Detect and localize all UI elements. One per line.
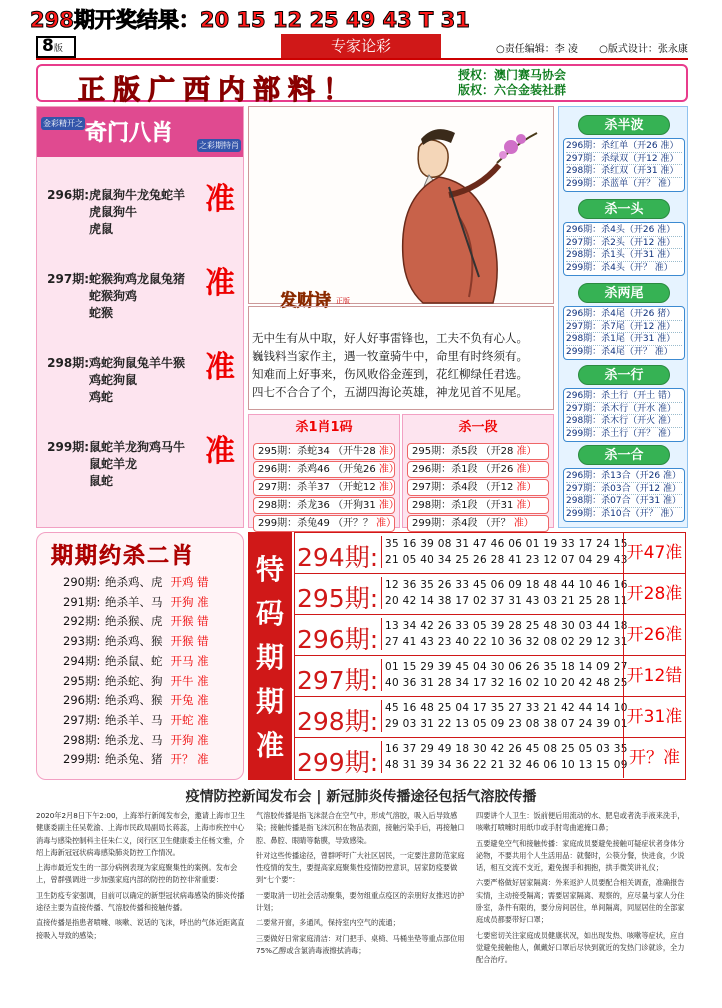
- accurate-mark: 准: [205, 350, 235, 385]
- prediction-row: 298期：杀1头（开31 准）: [566, 249, 682, 262]
- kill-one-sum-section: [563, 445, 685, 522]
- kill-one-head-section: [563, 199, 685, 276]
- prediction-row: 295期：杀蛇34 （开牛28 准）: [253, 443, 395, 460]
- designer-name: ○版式设计：张永康: [599, 44, 688, 55]
- accurate-mark: 准: [205, 266, 235, 301]
- prediction-row: 299期: 绝杀兔、猪 开？ 准: [63, 752, 209, 767]
- accurate-mark: 准: [205, 182, 235, 217]
- prediction-row: 296期：杀土行（开土 错）: [566, 390, 682, 403]
- kill-one-element-section: [563, 365, 685, 442]
- prediction-row: 299期：杀4头（开？ 准）: [566, 262, 673, 273]
- prediction-row: 299期：杀4尾（开？ 准）: [566, 346, 673, 357]
- prediction-row: 295期：杀5段 （开28 准）: [407, 443, 549, 460]
- news-title: 疫情防控新闻发布会 | 新冠肺炎传播途径包括气溶胶传播: [185, 789, 537, 805]
- qimen-entry: 298期:鸡蛇狗鼠兔羊牛猴 鸡蛇狗鼠 鸡蛇 准: [47, 350, 235, 404]
- poem-line: 巍钱料当家作主，遇一牧童骑牛中，命里有时终须有。: [252, 349, 528, 363]
- qimen-tag-right: 之彩期特肖: [199, 141, 239, 150]
- table-row: 296期: 13 34 42 26 33 05 39 28 25 48 30 03 44 18 27 41 43 23 40 22 10 36 32 08 02 29 12 31 开26准: [295, 615, 685, 656]
- prediction-row: 295期: 绝杀蛇、狗 开牛 准: [63, 673, 209, 688]
- prediction-row: 297期：杀03合（开12 准）: [566, 483, 681, 494]
- table-row: 299期: 16 37 29 49 18 30 42 26 45 08 25 05 03 35 48 31 39 34 36 22 21 32 46 06 10 13 15 09 开？准: [295, 738, 685, 779]
- prediction-row: 297期：杀木行（开水 准）: [566, 403, 682, 416]
- special-code-char: 期: [255, 641, 284, 674]
- table-row: 294期: 35 16 39 08 31 47 46 06 01 19 33 17 24 15 21 05 40 34 25 26 28 41 23 12 07 04 29 43 开47准: [295, 533, 685, 574]
- section-heading: 杀一行: [578, 365, 670, 385]
- qimen-title: 奇门八肖: [85, 120, 174, 146]
- kill-two-zodiac-title: 期期约杀二肖: [51, 543, 196, 569]
- prediction-row: 297期：杀7尾（开12 准）: [566, 321, 682, 334]
- prediction-row: 296期: 绝杀鸡、猴 开兔 准: [63, 693, 209, 708]
- kill-two-tails-section: [563, 283, 685, 360]
- prediction-row: 298期：杀红双（开31 准）: [566, 165, 682, 178]
- poem-line: 四七不合合了个，五湖四海论英雄，神龙见首不见尾。: [252, 385, 528, 399]
- qimen-tag-left: 金彩精开之: [43, 119, 83, 128]
- prediction-row: 292期: 绝杀猴、虎 开猴 错: [63, 614, 209, 629]
- kill-one-zodiac-panel: [248, 414, 400, 528]
- table-row: 298期: 45 16 48 25 04 17 35 27 33 21 42 44 14 10 29 03 31 22 13 05 09 23 08 38 07 24 39 01 开31准: [295, 697, 685, 738]
- poem-box: [248, 306, 554, 410]
- special-code-label: [248, 532, 292, 780]
- prediction-row: 291期: 绝杀羊、马 开狗 准: [63, 594, 209, 609]
- editor-name: ○责任编辑：李 凌: [496, 44, 578, 55]
- authorization-line-1: 授权：澳门赛马协会: [458, 68, 567, 82]
- prediction-row: 297期：杀羊37 （开蛇12 准）: [253, 479, 395, 496]
- authorization-line-2: 版权：六合金装社群: [458, 83, 567, 97]
- prediction-row: 296期：杀红单（开26 准）: [566, 140, 682, 153]
- prediction-row: 296期：杀鸡46 （开兔26 准）: [253, 461, 395, 478]
- kill-two-zodiac-panel: [36, 532, 244, 780]
- sage-figure-image: [249, 107, 555, 305]
- special-code-char: 准: [255, 729, 284, 762]
- news-section: [36, 786, 686, 1004]
- special-code-char: 特: [255, 553, 284, 586]
- result-banner: [0, 0, 722, 32]
- qimen-entry: 297期:蛇猴狗鸡龙鼠兔猪 蛇猴狗鸡 蛇猴 准: [47, 266, 235, 320]
- prediction-row: 299期：杀10合（开？ 准）: [566, 508, 679, 519]
- prediction-row: 298期：杀木行（开火 准）: [566, 415, 682, 428]
- table-row: 297期: 01 15 29 39 45 04 30 06 26 35 18 14 09 27 40 36 31 28 34 17 32 16 02 10 20 42 48 25 开12错: [295, 656, 685, 697]
- prediction-row: 290期: 绝杀鸡、虎 开鸡 错: [63, 575, 209, 589]
- facai-sub: 正版: [336, 297, 350, 305]
- prediction-row: 298期: 绝杀龙、马 开狗 准: [63, 732, 209, 747]
- editor-credits: [496, 40, 706, 55]
- prediction-row: 296期：杀13合（开26 准）: [566, 471, 681, 481]
- sage-illustration: [248, 106, 554, 304]
- prediction-row: 296期：杀4尾（开26 猪）: [566, 308, 682, 321]
- section-heading: 杀一合: [578, 445, 670, 465]
- special-code-char: 码: [255, 597, 284, 630]
- accurate-mark: 准: [205, 434, 235, 469]
- poem-line: 无中生有从中取，好人好事雷锋也，工夫不负有心人。: [252, 331, 528, 345]
- kill-one-segment-title: 杀一段: [458, 420, 498, 435]
- section-title: 专家论彩: [281, 34, 441, 58]
- prediction-row: 294期: 绝杀鼠、蛇 开马 准: [63, 653, 209, 668]
- headline: 正版广西内部料！: [78, 75, 358, 106]
- prediction-row: 293期: 绝杀鸡、猴 开猴 错: [63, 634, 209, 649]
- prediction-row: 296期：杀4头（开26 准）: [566, 224, 682, 237]
- prediction-row: 297期：杀2头（开12 准）: [566, 237, 682, 250]
- prediction-row: 298期：杀1尾（开31 准）: [566, 333, 682, 346]
- section-heading: 杀一头: [578, 199, 670, 219]
- headline-box: [36, 64, 688, 106]
- poem-line: 知难而上好事来，伤风败俗金莲到，花红柳绿任君选。: [252, 367, 528, 381]
- prediction-row: 299期：杀兔49 （开？？ 准）: [253, 515, 395, 532]
- prediction-row: 299期：杀4段 （开？ 准）: [407, 515, 549, 532]
- prediction-row: 297期：杀绿双（开12 准）: [566, 153, 682, 166]
- result-banner-text: 298期开奖结果：20 15 12 25 49 43 T 31: [30, 8, 470, 32]
- news-column-1: 2020年2月8日下午2:00，上海举行新闻发布会，邀请上海市卫生健康委副主任吴乾渝、上海市民政局副局长蒋蕊，上海市疾控中心消毒与感染控制科主任朱仁义，闵行区卫生健康委主任杨文雅，介绍上海新冠冠状病毒感染肺炎防控工作情况。 上海市最近发生的一部分病例表现为家庭聚集性的案例。发布会上，曾群强调进一步加强家庭内部的防控的防控非常重要： 卫生防疫专家强调，目前可以确定的新型冠状病毒感染的肺炎传播途径主要为直接传播、气溶胶传播和接触传播。 直接传播是指患者喷嚏、咳嗽、说话的飞沫，呼出的气体近距离直接吸入导致的感染；: [36, 811, 245, 940]
- qimen-entry: 296期:虎鼠狗牛龙兔蛇羊 虎鼠狗牛 虎鼠 准: [47, 182, 235, 236]
- news-column-3: 四要讲个人卫生：饭前便后用流动的水、肥皂或者洗手液来洗手，咳嗽打喷嚏时用纸巾或手肘弯曲遮掩口鼻； 五要避免空气和接触传播：家庭成员要避免接触可疑症状者身体分泌物，不要共用个人生活用品：就餐时，公筷分餐，快进食，少说话，相互交流不支近，避免握手和拥抱，拱手微笑讲礼仪； 六要严格做好居家隔离：外来返沪人员要配合相关调查，准确报告实情，主动接受隔离；需要居家隔离、观察的，应尽量与家人分住卧室，条件有限的，要分房间居住，单间隔离，同屋居住的全部家庭成员都要带好口罩； 七要密切关注家庭成员健康状况，如出现发热、咳嗽等症状，应自觉避免接触他人，佩戴好口罩后尽快到就近的发热门诊就诊，全力配合治疗。: [476, 811, 685, 965]
- prediction-row: 298期：杀1段 （开31 准）: [407, 497, 549, 514]
- kill-half-wave-section: [563, 115, 685, 192]
- special-code-table: [294, 532, 686, 780]
- qimen-panel: [36, 106, 244, 528]
- prediction-row: 296期：杀1段 （开26 准）: [407, 461, 549, 478]
- section-heading: 杀半波: [578, 115, 670, 135]
- prediction-row: 298期：杀07合（开31 准）: [566, 496, 681, 506]
- qimen-entry: 299期:鼠蛇羊龙狗鸡马牛 鼠蛇羊龙 鼠蛇 准: [47, 434, 235, 488]
- prediction-row: 298期：杀龙36 （开狗31 准）: [253, 497, 395, 514]
- prediction-row: 297期: 绝杀羊、马 开蛇 准: [63, 712, 209, 727]
- prediction-row: 299期：杀蓝单（开？ 准）: [566, 178, 677, 189]
- prediction-row: 299期：杀土行（开？ 准）: [566, 428, 677, 439]
- prediction-row: 297期：杀4段 （开12 准）: [407, 479, 549, 496]
- page-header: [36, 34, 688, 60]
- news-column-2: 气溶胶传播是指飞沫混合在空气中，形成气溶胶，吸入后导致感染；接触传播是指飞沫沉积在物品表面，接触污染手后，再接触口腔、鼻腔、眼睛等黏膜，导致感染。 针对这些传播途径，曾群呼吁广大社区居民，一定要注意防范家庭性疫情的发生，要提高家庭聚集性疫情防控意识，居家防疫要做到“七个要”： 一要取消一切社会活动聚集，要勿组重点疫区的亲朋好友推迟访护计划； 二要常开窗，多通风，保持室内空气的流通； 三要做好日常家庭清洁：对门把手、桌椅、马桶坐垫等重点部位用75%乙醇或含氯消毒液擦拭消毒；: [256, 811, 465, 955]
- table-row: 295期: 12 36 35 26 33 45 06 09 18 48 44 10 46 16 20 42 14 38 17 02 37 31 43 03 21 25 28 11 开28准: [295, 574, 685, 615]
- page-number: 8版: [36, 36, 76, 58]
- authorization: [458, 68, 566, 98]
- kill-one-zodiac-title: 杀1肖1码: [295, 420, 353, 435]
- kill-one-segment-panel: [402, 414, 554, 528]
- facai-title: 发财诗: [280, 291, 331, 311]
- section-heading: 杀两尾: [578, 283, 670, 303]
- right-prediction-column: [558, 106, 688, 528]
- qimen-header: [37, 107, 243, 157]
- special-code-char: 期: [255, 685, 284, 718]
